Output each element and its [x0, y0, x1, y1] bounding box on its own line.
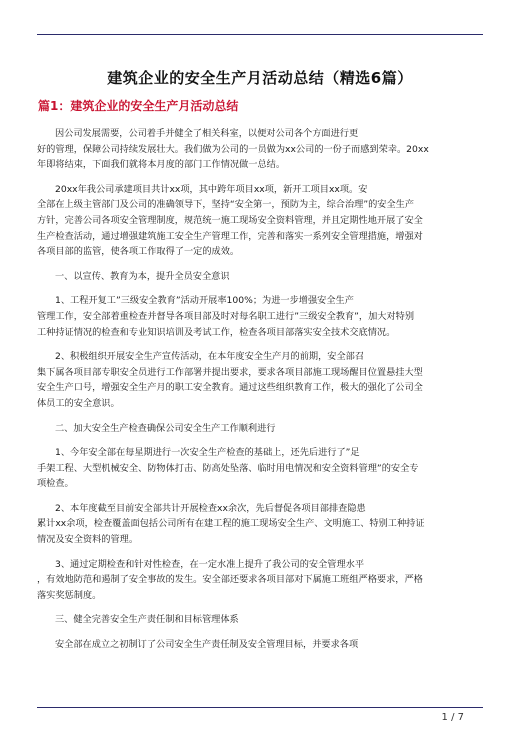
paragraph	[37, 612, 483, 628]
paragraph-line: 年即将结束，下面我们就将本月度的部门工作情况做一总结。	[37, 159, 286, 171]
paragraph	[37, 182, 483, 260]
paragraph	[37, 421, 483, 437]
paragraph	[37, 445, 483, 492]
section-heading: 篇1：建筑企业的安全生产月活动总结	[38, 99, 239, 113]
paragraph-line: 手架工程、大型机械安全、防物体打击、防高处坠落、临时用电情况和安全资料管理”的安全专	[37, 462, 419, 474]
footer-rule	[37, 707, 483, 708]
paragraph-line: 三、健全完善安全生产责任制和目标管理体系	[55, 614, 239, 626]
paragraph-line: 一、以宣传、教育为本，提升全员安全意识	[55, 270, 230, 282]
paragraph-line: 因公司发展需要，公司着手并健全了相关科室，以便对公司各个方面进行更	[55, 128, 359, 139]
paragraph-line: 方针，完善公司各项安全管理制度，规范统一施工现场安全资料管理，并且定期性地开展了安全	[37, 214, 423, 226]
document-body	[37, 126, 483, 662]
paragraph-line: 3、通过定期检查和针对性检查，在一定水准上提升了我公司的安全管理水平	[55, 558, 365, 570]
paragraph-line: 集下属各项目部专职安全员进行工作部署并提出要求，要求各项目部施工现场醒目位置悬挂大型	[37, 366, 423, 378]
paragraph	[37, 501, 483, 548]
paragraph-line: 落实奖惩制度。	[37, 589, 102, 601]
paragraph	[37, 269, 483, 285]
paragraph	[37, 293, 483, 340]
paragraph-line: 工种持证情况的检查和专业知识培训及考试工作，检查各项目部落实安全技术交底情况。	[37, 326, 396, 338]
paragraph-line: 全部在上级主管部门及公司的准确领导下，坚持“安全第一，预防为主，综合治理”的安全生产	[37, 199, 415, 211]
paragraph-line: 安全生产口号，增强安全生产月的职工安全教育。通过这些组织教育工作，极大的强化了公司全	[37, 382, 423, 394]
paragraph-line: 各项目部的监管，使各项工作取得了一定的成效。	[37, 246, 240, 258]
paragraph-line: 2、积极组织开展安全生产宣传活动，在本年度安全生产月的前期，安全部召	[55, 351, 365, 363]
paragraph-line: 项检查。	[37, 478, 74, 490]
paragraph-line: 生产检查活动，通过增强建筑施工安全生产管理工作，完善和落实一系列安全管理措施，增强对	[37, 230, 423, 242]
paragraph-line: 1、今年安全部在每星期进行一次安全生产检查的基础上，还先后进行了”足	[55, 447, 360, 459]
paragraph-line: 好的管理，保障公司持续发展壮大。我们做为公司的一员做为xx公司的一份子而感到荣幸。20xx	[37, 143, 429, 155]
paragraph-line: 情况及安全资料的管理。	[37, 534, 139, 546]
paragraph	[37, 557, 483, 604]
header-rule	[37, 34, 483, 35]
paragraph-line: 安全部在成立之初制订了公司安全生产责任制及安全管理目标，并要求各项	[55, 639, 359, 651]
paragraph-line: ，有效地防范和遏制了安全事故的发生。安全部还要求各项目部对下属施工班组严格要求，严格	[37, 574, 423, 586]
paragraph-line: 1、工程开复工”三级安全教育”活动开展率100%；为进一步增强安全生产	[55, 295, 354, 307]
paragraph-line: 20xx年我公司承建项目共计xx项，其中跨年项目xx项，新开工项目xx项。安	[55, 183, 368, 195]
paragraph-line: 二、加大安全生产检查确保公司安全生产工作顺利进行	[55, 422, 276, 434]
paragraph	[37, 349, 483, 411]
paragraph-line: 管理工作，安全部着重检查并督导各项目部及时对每名职工进行”三级安全教育”，加大对特别	[37, 310, 415, 322]
page-indicator: 1 / 7	[441, 712, 464, 723]
document-title: 建筑企业的安全生产月活动总结（精选6篇）	[107, 69, 413, 87]
paragraph	[37, 126, 483, 173]
paragraph	[37, 637, 483, 653]
paragraph-line: 2、本年度截至目前安全部共计开展检查xx余次，先后督促各项目部排查隐患	[55, 502, 366, 514]
paragraph-line: 累计xx余项，检查覆盖面包括公司所有在建工程的施工现场安全生产、文明施工、特别工种持证	[37, 518, 425, 530]
paragraph-line: 体员工的安全意识。	[37, 397, 120, 409]
